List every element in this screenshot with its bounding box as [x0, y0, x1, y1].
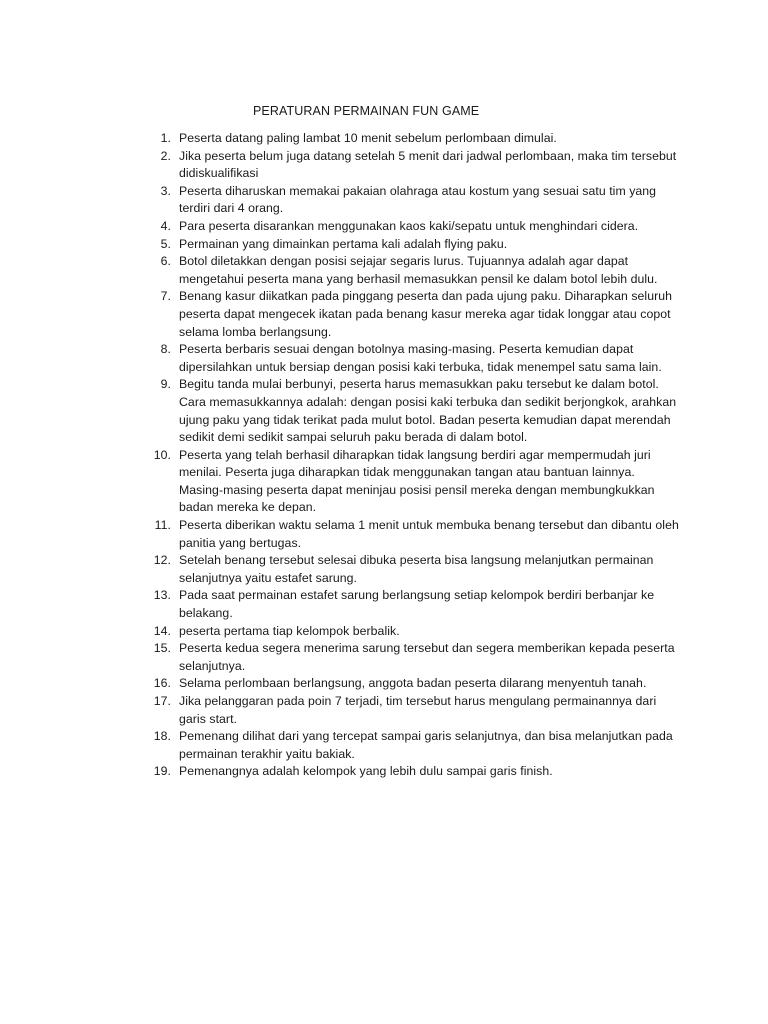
list-item-text: Setelah benang tersebut selesai dibuka peserta bisa langsung melanjutkan permainan selanjutnya yaitu estafet sarung.	[179, 553, 654, 585]
list-item-number: 18.	[153, 729, 171, 744]
list-item-number: 12.	[153, 553, 171, 568]
list-item-number: 10.	[153, 447, 171, 462]
list-item	[0, 728, 768, 763]
list-item-number: 5.	[160, 236, 171, 251]
list-item	[0, 552, 768, 587]
list-item-text: Peserta berbaris sesuai dengan botolnya masing-masing. Peserta kemudian dapat dipersilahkan untuk bersiap dengan posisi kaki terbuka, tidak menempel satu sama lain.	[179, 342, 662, 374]
list-item-number: 3.	[160, 183, 171, 198]
list-item-text: Peserta datang paling lambat 10 menit sebelum perlombaan dimulai.	[179, 131, 557, 145]
list-item-text: Pada saat permainan estafet sarung berlangsung setiap kelompok berdiri berbanjar ke belakang.	[179, 588, 655, 621]
list-item-text: Peserta yang telah berhasil diharapkan tidak langsung berdiri agar mempermudah juri menilai. Peserta juga diharapkan tidak menggunakan tangan atau bantuan lainnya. Masing-masing peserta dapat meninjau posisi pensil mereka dengan membungkukkan badan mereka ke depan.	[179, 447, 655, 515]
list-item-number: 1.	[160, 131, 171, 145]
list-item-text: peserta pertama tiap kelompok berbalik.	[179, 623, 400, 638]
list-item-text: Selama perlombaan berlangsung, anggota badan peserta dilarang menyentuh tanah.	[179, 676, 647, 691]
list-item-text: Benang kasur diikatkan pada pinggang peserta dan pada ujung paku. Diharapkan seluruh peserta dapat mengecek ikatan pada benang kasur mereka agar tidak longgar atau copot selama lomba berlangsung.	[179, 289, 673, 339]
list-item	[0, 218, 768, 236]
list-item	[0, 341, 768, 376]
list-item-number: 2.	[160, 148, 171, 163]
list-item-text: Peserta kedua segera menerima sarung tersebut dan segera memberikan kepada peserta selanjutnya.	[179, 641, 675, 673]
list-item	[0, 675, 768, 693]
list-item-text: Pemenang dilihat dari yang tercepat sampai garis selanjutnya, dan bisa melanjutkan pada permainan terakhir yaitu bakiak.	[179, 729, 673, 761]
list-item	[0, 288, 768, 341]
list-item-text: Peserta diharuskan memakai pakaian olahraga atau kostum yang sesuai satu tim yang terdiri dari 4 orang.	[179, 183, 657, 216]
list-item-text: Peserta diberikan waktu selama 1 menit untuk membuka benang tersebut dan dibantu oleh panitia yang bertugas.	[179, 518, 679, 550]
list-item	[0, 236, 768, 254]
list-item-number: 13.	[153, 588, 171, 603]
list-item	[0, 130, 768, 148]
list-item-text: Para peserta disarankan menggunakan kaos kaki/sepatu untuk menghindari cidera.	[179, 218, 639, 233]
list-item-number: 19.	[153, 764, 171, 779]
list-item	[0, 376, 768, 446]
list-item	[0, 148, 768, 183]
rules-list	[0, 130, 768, 781]
list-item	[0, 763, 768, 781]
list-item	[0, 447, 768, 517]
list-item	[0, 183, 768, 218]
list-item-number: 16.	[153, 676, 171, 691]
list-item-number: 7.	[160, 289, 171, 304]
document-title: PERATURAN PERMAINAN FUN GAME	[253, 104, 480, 118]
list-item-number: 6.	[160, 254, 171, 269]
list-item-text: Jika pelanggaran pada poin 7 terjadi, tim tersebut harus mengulang permainannya dari garis start.	[179, 694, 657, 726]
list-item-text: Jika peserta belum juga datang setelah 5 menit dari jadwal perlombaan, maka tim tersebut didiskualifikasi	[179, 148, 677, 181]
list-item-number: 15.	[153, 641, 171, 656]
list-item-number: 9.	[160, 377, 171, 392]
list-item-text: Pemenangnya adalah kelompok yang lebih dulu sampai garis finish.	[179, 764, 553, 779]
list-item	[0, 587, 768, 622]
list-item	[0, 253, 768, 288]
list-item-number: 14.	[153, 623, 171, 638]
list-item-number: 8.	[160, 342, 171, 357]
list-item-number: 4.	[160, 218, 171, 233]
list-item-number: 11.	[154, 518, 171, 533]
list-item-text: Begitu tanda mulai berbunyi, peserta harus memasukkan paku tersebut ke dalam botol. Cara memasukkannya adalah: dengan posisi kaki terbuka dan sedikit berjongkok, arahkan ujung paku yang tidak terikat pada mulut botol. Badan peserta kemudian dapat merendah sedikit demi sedikit sampai seluruh paku berada di dalam botol.	[179, 377, 677, 445]
list-item	[0, 693, 768, 728]
list-item	[0, 640, 768, 675]
list-item-text: Botol diletakkan dengan posisi sejajar segaris lurus. Tujuannya adalah agar dapat mengetahui peserta mana yang berhasil memasukkan pensil ke dalam botol lebih dulu.	[179, 254, 658, 286]
list-item	[0, 623, 768, 641]
list-item	[0, 517, 768, 552]
list-item-number: 17.	[153, 694, 171, 708]
list-item-text: Permainan yang dimainkan pertama kali adalah flying paku.	[179, 236, 508, 251]
